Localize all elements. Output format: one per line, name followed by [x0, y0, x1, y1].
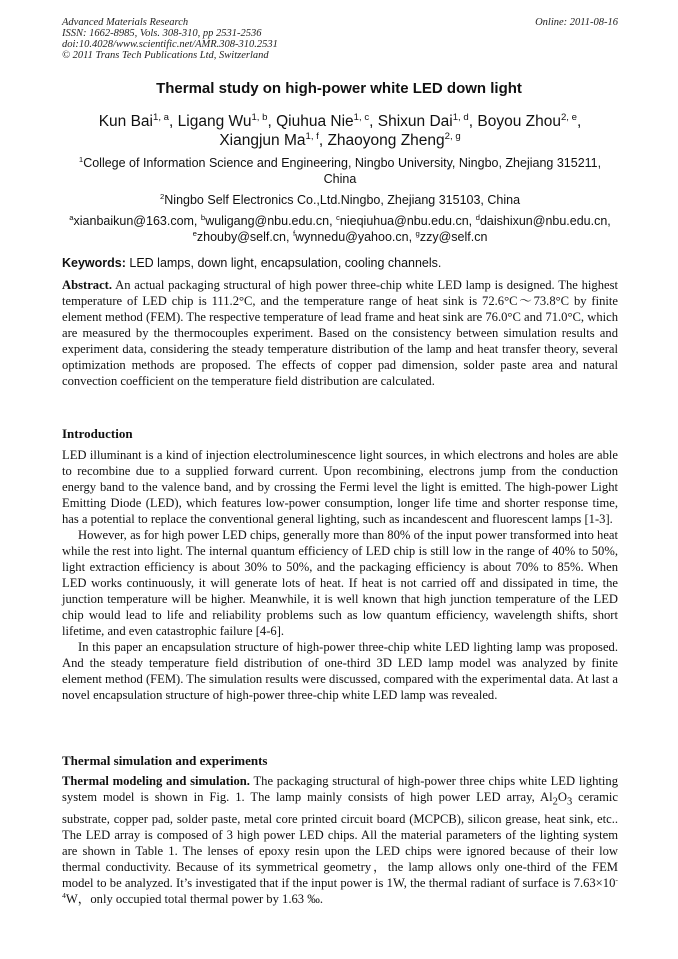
keywords — [62, 256, 618, 270]
email: $^e$zhouby@self.cn, — [192, 228, 293, 244]
author: Qiuhua Nie$^{1, c}$, — [276, 111, 378, 130]
email: $^f$wynnedu@yahoo.cn, — [292, 228, 416, 244]
issn: ISSN: 1662-8985, Vols. 308-310, pp 2531-2536 — [62, 28, 262, 39]
copyright: © 2011 Trans Tech Publications Ltd, Switzerland — [62, 50, 269, 61]
author: Zhaoyong Zheng$^{2, g}$ — [327, 130, 461, 149]
paper-title: Thermal study on high-power white LED down light — [156, 80, 522, 97]
thermal-section-body — [62, 773, 618, 907]
online-date: Online: 2011-08-16 — [535, 17, 618, 28]
email: $^g$zzy@self.cn — [415, 228, 488, 244]
email: $^d$daishixun@nbu.edu.cn, — [475, 212, 611, 228]
keywords-text: LED lamps, down light, encapsulation, cooling channels. — [125, 256, 442, 270]
introduction-heading: Introduction — [62, 426, 133, 441]
author-emails — [62, 213, 618, 245]
author: Shixun Dai$^{1, d}$, — [377, 111, 478, 130]
paragraph: However, as for high power LED chips, generally more than 80% of the input power transformed into heat while the rest into light. The internal quantum efficiency of LED chip is still low in the range of 40% to 50%, light extraction efficiency is about 30% to 50%, and the packaging efficiency is about 70% to 85%. When LED works continuously, it will generate lots of heat. If heat is not carried off and dissipated in time, the junction temperature will be higher. Meanwhile, it is well known that high junction temperature of the LED chip would lead to life and reliability problems such as low quantum efficiency, wavelength shifts, short lifetime, and even catastrophic failure [4-6]. — [62, 528, 618, 638]
email: $^a$xianbaikun@163.com, — [69, 212, 201, 228]
keywords-label: Keywords: — [62, 256, 126, 270]
author: Xiangjun Ma$^{1, f}$, — [219, 130, 328, 149]
email: $^b$wuligang@nbu.edu.cn, — [200, 212, 337, 228]
affiliation-1: $^1$College of Information Science and Engineering, Ningbo University, Ningbo, Zhejiang 315211, China — [78, 154, 602, 186]
affiliation-2: $^2$Ningbo Self Electronics Co.,Ltd.Ningbo, Zhejiang 315103, China — [159, 191, 521, 207]
author: Kun Bai$^{1, a}$, — [98, 111, 178, 130]
author: Ligang Wu$^{1, b}$, — [177, 111, 277, 130]
introduction-body — [62, 447, 618, 703]
journal-header — [62, 17, 618, 61]
author: Boyou Zhou$^{2, e}$, — [477, 111, 582, 130]
subsection-lead: Thermal modeling and simulation. — [62, 774, 250, 788]
abstract-text: An actual packaging structural of high power three-chip white LED lamp is designed. The highest temperature of LED chip is 111.2°C, and the temperature range of heat sink is 72.6°C～73.8°C by finite element method (FEM). The respective temperature of lead frame and heat sink are 76.0°C and 71.0°C, which are measured by the thermocouples experiment. Based on the consistency between simulation results and experiment data, considering the steady temperature distribution of the lamp and heat transfer theory, several optimization methods are proposed. The effects of copper pad dimension, solder paste area and natural convection coefficient on the temperature field distribution are calculated. — [62, 278, 618, 388]
paragraph: In this paper an encapsulation structure of high-power three-chip white LED lighting lamp was proposed. And the steady temperature field distribution of one-third 3D LED lamp model was analyzed by finite element method (FEM). The simulation results were discussed, compared with the experimental data. At last a novel encapsulation structure of high-power three-chip white LED lamp was revealed. — [62, 640, 618, 702]
abstract — [62, 277, 618, 389]
doi: doi:10.4028/www.scientific.net/AMR.308-310.2531 — [62, 39, 278, 50]
abstract-label: Abstract. — [62, 278, 113, 292]
paragraph: Thermal modeling and simulation. The packaging structural of high-power three chips white LED lighting system model is shown in Fig. 1. The lamp mainly consists of high power LED array, $Al_2O_3$ ceramic substrate, copper pad, solder paste, metal core printed circuit board (MCPCB), silicon grease, heat sink, etc.. The LED array is composed of 3 high power LED chips. All the material parameters of the lighting system are shown in Table 1. The lenses of epoxy resin upon the LED chips were ignored because of their low thermal conductivity. Because of its symmetrical geometry，the lamp allows only one-third of the FEM model to be analyzed. It’s investigated that if the input power is 1W, the thermal radiant of surface is $7.63\times 10^{-4}W$，only occupied total thermal power by 1.63 ‰. — [62, 774, 618, 906]
paragraph: LED illuminant is a kind of injection electroluminescence light sources, in which electrons and holes are able to recombine due to a supplied forward current. Upon recombining, electrons jump from the conduction energy band to the valence band, and by crossing the Fermi level the light is emitted. The high-power Light Emitting Diode (LED), which features low-power consumption, longer life time and shorter response time, has a potential to replace the conventional general lighting, such as incandescent and fluorescent lamps [1-3]. — [62, 448, 618, 526]
email: $^c$nieqiuhua@nbu.edu.cn, — [336, 212, 476, 228]
journal-name: Advanced Materials Research — [62, 17, 189, 28]
thermal-section-heading: Thermal simulation and experiments — [62, 753, 268, 768]
author-list — [62, 112, 618, 150]
